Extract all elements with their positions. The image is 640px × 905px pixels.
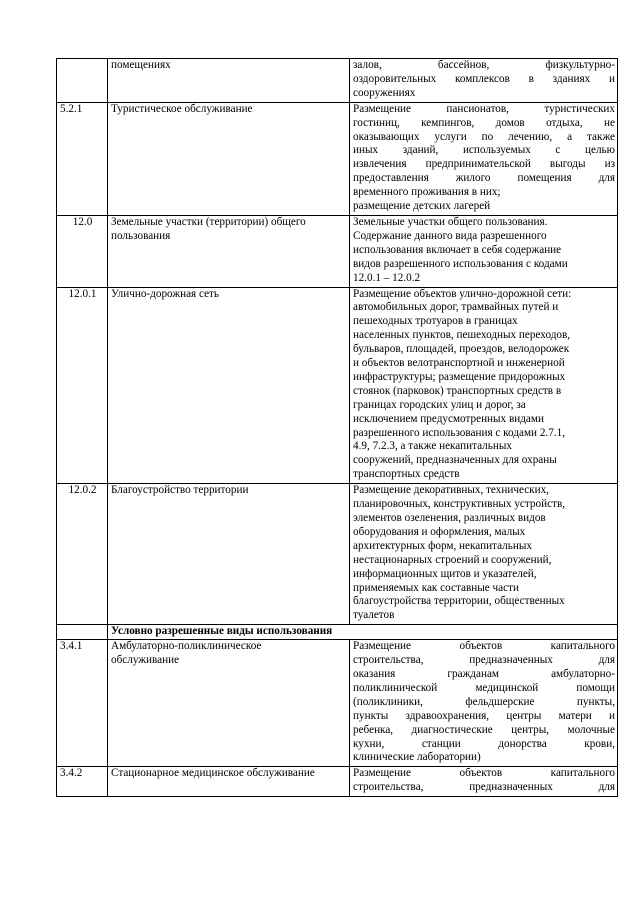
description-line: границах городских улиц и дорог, за [353, 398, 526, 411]
description-line: исключением предусмотренных видами [353, 412, 544, 425]
table-row [57, 287, 618, 484]
row-code [57, 59, 108, 103]
row-use-name [108, 59, 350, 103]
use-name-line: Благоустройство территории [111, 484, 249, 497]
table-row [57, 767, 618, 797]
description-line: населенных пунктов, пешеходных переходов, [353, 329, 571, 342]
land-use-table [56, 58, 618, 797]
row-code: 5.2.1 [57, 102, 108, 215]
row-code: 12.0 [57, 215, 108, 287]
description-line: извлечения предпринимательской выгоды из [353, 158, 615, 171]
description-line: нестационарных строений и сооружений, [353, 553, 552, 566]
description-line: сооружениях [353, 86, 416, 99]
section-heading-row [57, 625, 618, 640]
description-line: разрешенного использования с кодами 2.7.1, [353, 426, 566, 439]
description-line: иных зданий, используемых с целью [353, 144, 615, 157]
row-code: 12.0.1 [57, 287, 108, 484]
table-row [57, 102, 618, 215]
row-use-name [108, 215, 350, 287]
table-row [57, 59, 618, 103]
description-line: использования включает в себя содержание [353, 243, 562, 256]
table-body [57, 59, 618, 797]
section-heading: Условно разрешенные виды использования [108, 625, 618, 640]
description-line: залов, бассейнов, физкультурно- [353, 59, 615, 71]
use-name-line: обслуживание [111, 654, 180, 667]
description-line: кухни, станции донорства крови, [353, 737, 615, 750]
description-line: благоустройства территории, общественных [353, 595, 565, 608]
description-line: туалетов [353, 609, 395, 622]
description-line: ребенка, диагностические центры, молочные [353, 723, 615, 736]
description-line: (поликлиники, фельдшерские пункты, [353, 695, 615, 708]
description-line: элементов озеленения, различных видов [353, 512, 546, 524]
use-name-line: Амбулаторно-поликлиническое [111, 640, 262, 653]
description-line: сооружений, предназначенных для охраны [353, 454, 557, 467]
row-description [350, 484, 618, 625]
description-line: применяемых как составные части [353, 581, 519, 594]
row-code: 12.0.2 [57, 484, 108, 625]
description-line: гостиниц, кемпингов, домов отдыха, не [353, 116, 615, 129]
row-description [350, 102, 618, 215]
description-line: планировочных, конструктивных устройств, [353, 498, 566, 511]
description-line: временного проживания в них; [353, 186, 501, 199]
description-line: Размещение объектов улично-дорожной сети: [353, 287, 572, 300]
description-line: Земельные участки общего пользования. [353, 215, 548, 228]
row-description [350, 767, 618, 797]
row-code: 3.4.2 [57, 767, 108, 797]
description-line: строительства, предназначенных для [353, 654, 615, 667]
description-line: Содержание данного вида разрешенного [353, 229, 547, 242]
use-name-line: Туристическое обслуживание [111, 102, 253, 115]
description-line: Размещение декоративных, технических, [353, 484, 549, 497]
description-line: транспортных средств [353, 468, 460, 481]
row-description [350, 215, 618, 287]
row-use-name [108, 287, 350, 484]
table-row [57, 640, 618, 767]
row-use-name [108, 102, 350, 215]
row-code: 3.4.1 [57, 640, 108, 767]
use-name-line: помещениях [111, 59, 171, 71]
use-name-line: пользования [111, 229, 171, 242]
description-line: бульваров, площадей, проездов, велодорожек [353, 343, 570, 356]
section-heading-code [57, 625, 108, 640]
description-line: предоставления жилого помещения для [353, 172, 615, 185]
description-line: оздоровительных комплексов в зданиях и [353, 72, 615, 85]
description-line: видов разрешенного использования с кодами [353, 257, 568, 270]
use-name-line: Стационарное медицинское обслуживание [111, 767, 315, 780]
description-line: Размещение объектов капитального [353, 640, 615, 653]
description-line: инфраструктуры; размещение придорожных [353, 370, 566, 383]
row-use-name [108, 767, 350, 797]
row-description [350, 287, 618, 484]
use-name-line: Земельные участки (территории) общего [111, 215, 306, 228]
description-line: оказания гражданам амбулаторно- [353, 667, 615, 680]
description-line: автомобильных дорог, трамвайных путей и [353, 301, 559, 314]
description-line: стоянок (парковок) транспортных средств в [353, 384, 562, 397]
description-line: Размещение объектов капитального [353, 767, 615, 780]
description-line: 4.9, 7.2.3, а также некапитальных [353, 440, 512, 453]
description-line: строительства, предназначенных для [353, 781, 615, 794]
description-line: пешеходных тротуаров в границах [353, 315, 518, 328]
description-line: и объектов велотранспортной и инженерной [353, 357, 565, 370]
row-use-name [108, 484, 350, 625]
description-line: оказывающих услуги по лечению, а также [353, 130, 615, 143]
description-line: оборудования и оформления, малых [353, 525, 526, 538]
description-line: архитектурных форм, некапитальных [353, 539, 532, 552]
row-description [350, 640, 618, 767]
description-line: клинические лаборатории) [353, 751, 481, 764]
description-line: поликлинической медицинской помощи [353, 681, 615, 694]
description-line: размещение детских лагерей [353, 200, 491, 213]
description-line: информационных щитов и указателей, [353, 567, 537, 580]
description-line: 12.0.1 – 12.0.2 [353, 271, 421, 284]
description-line: пункты здравоохранения, центры матери и [353, 709, 615, 722]
use-name-line: Улично-дорожная сеть [111, 287, 220, 300]
row-description [350, 59, 618, 103]
description-line: Размещение пансионатов, туристических [353, 102, 615, 115]
table-row [57, 484, 618, 625]
row-use-name [108, 640, 350, 767]
table-row [57, 215, 618, 287]
